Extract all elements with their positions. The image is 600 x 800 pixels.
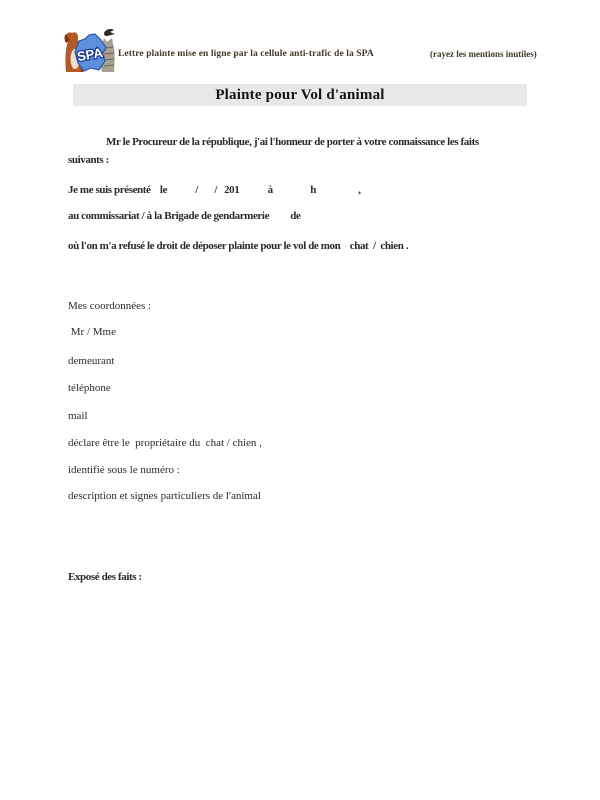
spa-logo <box>62 28 116 76</box>
refus-line: où l'on m'a refusé le droit de déposer plainte pour le vol de mon chat / chien . <box>68 240 409 252</box>
intro-line-2: suivants : <box>68 154 109 166</box>
mail-fill-line: mail <box>68 410 88 422</box>
numero-fill-line: identifié sous le numéro : <box>68 464 180 476</box>
header-banner-text: Lettre plainte mise en ligne par la cellule anti-trafic de la SPA <box>118 49 374 59</box>
proprietaire-line: déclare être le propriétaire du chat / chien , <box>68 437 262 449</box>
description-fill-line: description et signes particuliers de l'animal <box>68 490 261 502</box>
bird-icon <box>104 29 115 36</box>
intro-line-1: Mr le Procureur de la république, j'ai l'honneur de porter à votre connaissance les faits <box>106 136 479 148</box>
coordonnees-heading: Mes coordonnées : <box>68 300 152 312</box>
civilite-fill-line: Mr / Mme <box>68 326 116 338</box>
spa-logo-text: SPA <box>75 44 104 65</box>
telephone-fill-line: téléphone <box>68 382 111 394</box>
date-fill-line: Je me suis présenté le / / 201 à h , <box>68 184 361 196</box>
commissariat-fill-line: au commissariat / à la Brigade de gendarmerie de <box>68 210 301 222</box>
document-title: Plainte pour Vol d'animal <box>73 84 527 106</box>
demeurant-fill-line: demeurant <box>68 355 115 367</box>
header-note-text: (rayez les mentions inutiles) <box>430 49 537 59</box>
expose-heading: Exposé des faits : <box>68 571 142 583</box>
